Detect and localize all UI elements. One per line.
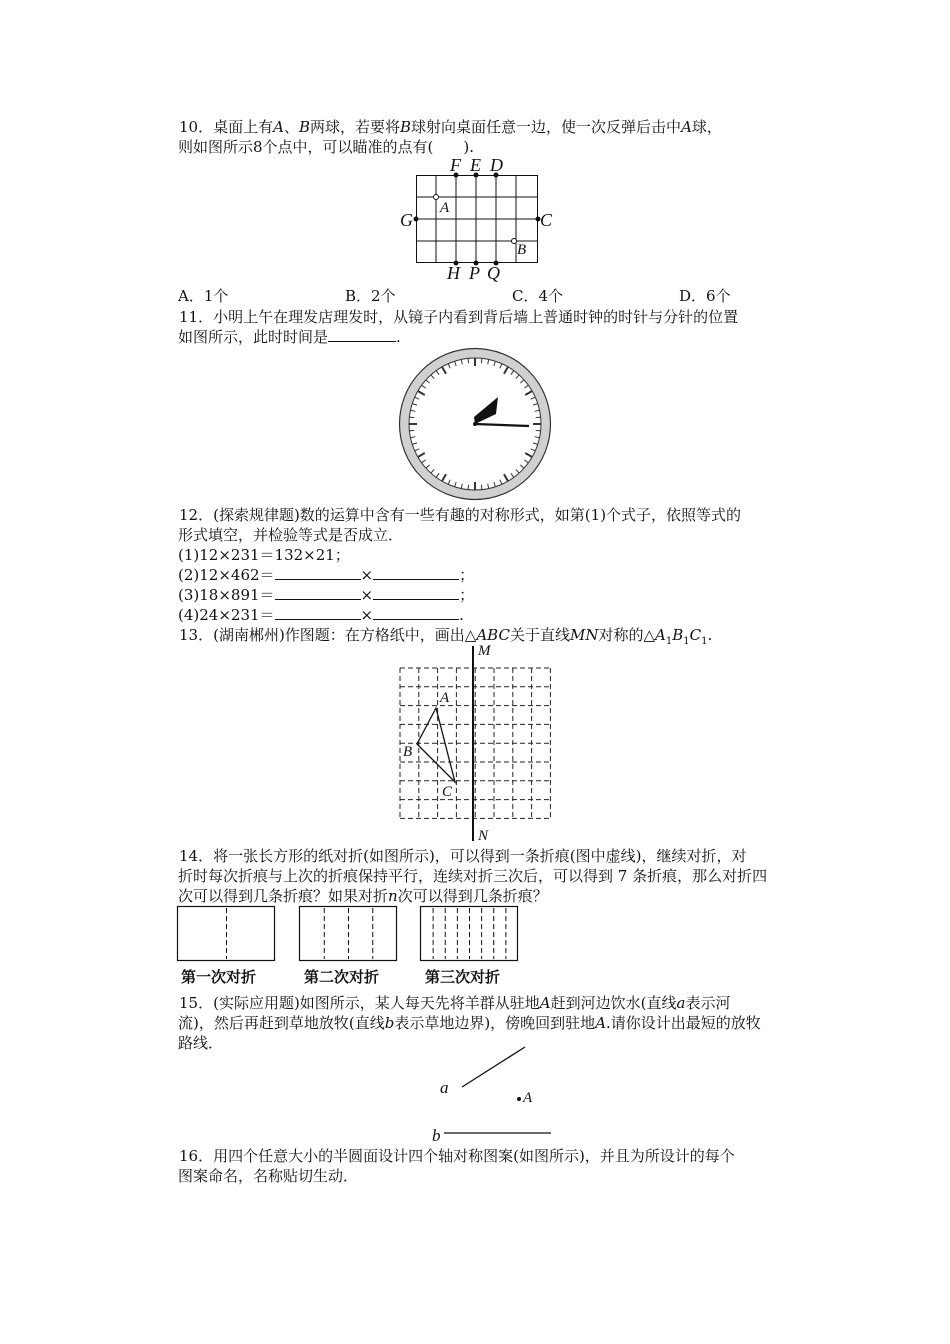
clock-tick xyxy=(468,358,469,363)
ball-B xyxy=(512,239,517,244)
q12-eq4-blank1[interactable] xyxy=(275,605,361,620)
q13-label-A: A xyxy=(440,690,450,706)
q13-label-C: C xyxy=(442,784,453,800)
q15-label-b: b xyxy=(432,1126,441,1145)
q10-line1: 10．桌面上有A、B两球，若要将B球射向桌面任意一边，使一次反弹后击中A球， xyxy=(179,118,722,136)
q14-caption-1: 第一次对折 xyxy=(181,968,257,986)
q12-eq4-blank2[interactable] xyxy=(373,605,459,620)
q12-eq2-blank2[interactable] xyxy=(373,565,459,580)
q10-label-H: H xyxy=(447,263,460,283)
q10-label-A: A xyxy=(440,200,450,216)
q15-line1: 15．(实际应用题)如图所示，某人每天先将羊群从驻地A赶到河边饮水(直线a表示河 xyxy=(179,994,731,1012)
q12-eq2: (2)12×462＝ × ； xyxy=(178,566,475,584)
q11-clock xyxy=(398,347,552,501)
q10-label-C: C xyxy=(540,210,553,230)
q10-option-c: C．4个 xyxy=(512,287,564,305)
q13-label-N: N xyxy=(478,828,489,844)
q15-line2: 流)，然后再赶到草地放牧(直线b表示草地边界)，傍晚回到驻地A.请你设计出最短的放牧 xyxy=(178,1014,761,1032)
q12-eq3-blank2[interactable] xyxy=(373,585,459,600)
clock-tick xyxy=(409,417,414,418)
q12-line1: 12．(探索规律题)数的运算中含有一些有趣的对称形式，如第(1)个式子，依照等式的 xyxy=(179,506,742,524)
point-G xyxy=(414,217,419,222)
q13-label-M: M xyxy=(478,643,491,659)
q12-eq3-blank1[interactable] xyxy=(275,585,361,600)
q12-eq1: (1)12×231＝132×21； xyxy=(178,546,350,564)
clock-tick xyxy=(481,485,482,490)
q14-caption-2: 第二次对折 xyxy=(304,968,380,986)
q10-label-E: E xyxy=(470,155,481,175)
triangle-ABC xyxy=(417,708,455,782)
q14-line2: 折时每次折痕与上次的折痕保持平行，连续对折三次后，可以得到 7 条折痕，那么对折四 xyxy=(178,867,768,885)
q14-line3: 次可以得到几条折痕？如果对折n次可以得到几条折痕？ xyxy=(178,887,548,905)
q10-label-Q: Q xyxy=(487,263,500,283)
q10-option-a: A．1个 xyxy=(178,287,229,305)
q11-line2: 如图所示，此时时间是 . xyxy=(178,328,401,346)
q10-label-P: P xyxy=(469,263,480,283)
q14-caption-3: 第三次对折 xyxy=(425,968,501,986)
q10-label-D: D xyxy=(490,155,503,175)
line-a xyxy=(462,1047,525,1087)
q11-line1: 11．小明上午在理发店理发时，从镜子内看到背后墙上普通时钟的时针与分针的位置 xyxy=(179,308,739,326)
q15-label-a: a xyxy=(440,1078,449,1097)
q15-figure xyxy=(440,1040,560,1140)
q11-answer-blank[interactable] xyxy=(328,327,396,342)
q15-line3: 路线． xyxy=(178,1034,224,1052)
ball-A xyxy=(434,195,439,200)
q10-option-d: D．6个 xyxy=(679,287,731,305)
q12-eq2-blank1[interactable] xyxy=(275,565,361,580)
q12-eq3: (3)18×891＝ × ； xyxy=(178,586,475,604)
q14-line1: 14．将一张长方形的纸对折(如图所示)，可以得到一条折痕(图中虚线)，继续对折，对 xyxy=(179,847,747,865)
clock-tick xyxy=(409,430,414,431)
q10-label-F: F xyxy=(450,155,461,175)
q10-label-B: B xyxy=(517,242,527,258)
clock-tick xyxy=(468,485,469,490)
q16-line2: 图案命名，名称贴切生动． xyxy=(178,1167,359,1185)
q12-eq4: (4)24×231＝ × . xyxy=(178,606,464,624)
point-A xyxy=(517,1097,521,1101)
q12-line2: 形式填空，并检验等式是否成立． xyxy=(178,526,404,544)
q10-line2: 则如图所示8个点中，可以瞄准的点有( ). xyxy=(178,138,475,156)
q16-line1: 16．用四个任意大小的半圆面设计四个轴对称图案(如图所示)，并且为所设计的每个 xyxy=(179,1147,735,1165)
q13-line1: 13．(湖南郴州)作图题：在方格纸中，画出△ABC关于直线MN对称的$\triangle A_1B_1C_1$. xyxy=(179,626,713,647)
q13-label-B: B xyxy=(403,744,413,760)
q10-label-G: G xyxy=(400,210,413,230)
q13-grid-figure xyxy=(398,643,553,841)
q10-number: 10． xyxy=(179,118,214,136)
clock-tick xyxy=(536,430,541,431)
clock-tick xyxy=(536,417,541,418)
q10-option-b: B．2个 xyxy=(345,287,396,305)
clock-tick xyxy=(481,358,482,363)
q15-label-A: A xyxy=(523,1090,533,1106)
q14-fold-figures xyxy=(177,906,519,962)
